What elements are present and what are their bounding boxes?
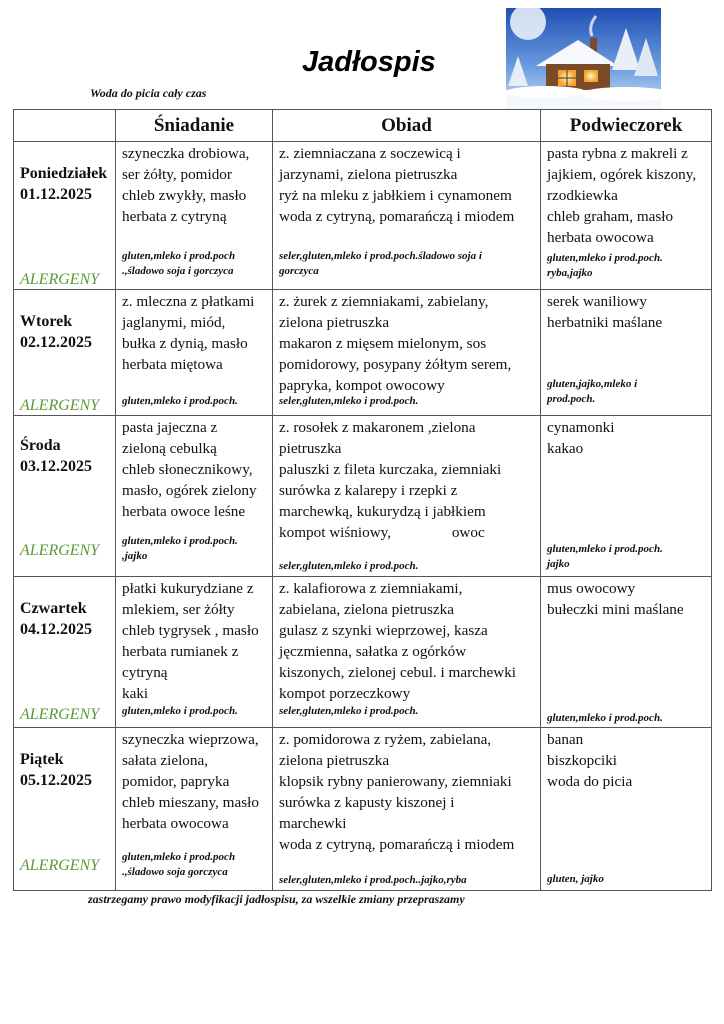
allergen-line: gluten,mleko i prod.poch. [547, 712, 663, 724]
footer-note: zastrzegamy prawo modyfikacji jadłospisu, za wszelkie zmiany przepraszamy [88, 892, 465, 906]
snack-cell [541, 290, 712, 416]
breakfast-cell [116, 290, 273, 416]
winter-cottage-image [506, 8, 661, 109]
dish-line: herbata owocowa [122, 815, 229, 832]
dish-line: herbata z cytryną [122, 208, 227, 225]
dish-line: pasta rybna z makreli z [547, 145, 688, 162]
dish-line: herbata owocowa [547, 229, 654, 246]
dish-line: jaglanymi, miód, [122, 314, 226, 331]
lunch-cell [273, 728, 541, 891]
dish-line: herbatniki maślane [547, 314, 663, 331]
dish-line: papryka, kompot owocowy [279, 377, 445, 394]
breakfast-cell [116, 416, 273, 577]
dish-line: serek waniliowy [547, 293, 647, 310]
dish-line: kaki [122, 685, 149, 702]
page-title: Jadłospis [302, 46, 436, 78]
day-row-thursday [14, 577, 712, 728]
snack-cell [541, 416, 712, 577]
dish-line: mlekiem, ser żółty [122, 601, 235, 618]
dish-line: mus owocowy [547, 580, 636, 597]
dish-line: makaron z mięsem mielonym, sos [279, 335, 487, 352]
day-date: 04.12.2025 [20, 621, 92, 638]
dish-line: cytryną [122, 664, 168, 681]
dish-line: ser żółty, pomidor [122, 166, 232, 183]
lunch-cell [273, 142, 541, 290]
day-cell [14, 416, 116, 577]
dish-line: szyneczka drobiowa, [122, 145, 250, 162]
dish-line: surówka z kalarepy i rzepki z [279, 482, 458, 499]
dish-line: z. kalafiorowa z ziemniakami, [279, 580, 463, 597]
lunch-cell [273, 577, 541, 728]
dish-line: gulasz z szynki wieprzowej, kasza [279, 622, 488, 639]
allergen-line: gluten,mleko i prod.poch [122, 250, 236, 262]
snack-cell [541, 728, 712, 891]
allergen-label: ALERGENY [20, 271, 100, 288]
dish-line: pomidorowy, posypany żółtym serem, [279, 356, 512, 373]
allergen-line: prod.poch. [547, 393, 596, 405]
dish-line: zabielana, zielona pietruszka [279, 601, 454, 618]
allergen-line: gluten,mleko i prod.poch. [547, 252, 663, 264]
header-breakfast: Śniadanie [116, 110, 273, 142]
allergen-label: ALERGENY [20, 397, 100, 414]
dish-line: marchewką, kukurydzą i jabłkiem [279, 503, 486, 520]
allergen-line: gluten,mleko i prod.poch. [547, 543, 663, 555]
dish-line: z. pomidorowa z ryżem, zabielana, [279, 731, 492, 748]
dish-line: biszkopciki [547, 752, 618, 769]
allergen-line: seler,gluten,mleko i prod.poch. [279, 395, 419, 407]
dish-line: pietruszka [279, 440, 342, 457]
dish-line: jarzynami, zielona pietruszka [279, 166, 458, 183]
dish-line: herbata miętowa [122, 356, 223, 373]
allergen-line: jajko [547, 558, 570, 570]
day-date: 02.12.2025 [20, 334, 92, 351]
allergen-line: gluten,mleko i prod.poch. [122, 705, 238, 717]
dish-line: paluszki z fileta kurczaka, ziemniaki [279, 461, 502, 478]
dish-line: woda do picia [547, 773, 633, 790]
dish-line: jęczmienna, sałatka z ogórków [279, 643, 467, 660]
dish-line: sałata zielona, [122, 752, 209, 769]
dish-line: chleb mieszany, masło [122, 794, 259, 811]
header-row [14, 110, 712, 142]
allergen-line: ,jajko [122, 550, 148, 562]
allergen-line: ryba,jajko [547, 267, 593, 279]
header-lunch: Obiad [273, 110, 541, 142]
dish-line: bułeczki mini maślane [547, 601, 684, 618]
dish-line: masło, ogórek zielony [122, 482, 257, 499]
dish-line: płatki kukurydziane z [122, 580, 254, 597]
allergen-label: ALERGENY [20, 542, 100, 559]
allergen-line: seler,gluten,mleko i prod.poch. [279, 560, 419, 572]
allergen-line: .,śladowo soja gorczyca [122, 866, 228, 878]
day-name: Środa [20, 437, 61, 454]
dish-line: woda z cytryną, pomarańczą i miodem [279, 208, 515, 225]
dish-line: marchewki [279, 815, 347, 832]
dish-line: jajkiem, ogórek kiszony, [547, 166, 697, 183]
day-date: 03.12.2025 [20, 458, 92, 475]
snack-cell [541, 577, 712, 728]
day-row-friday [14, 728, 712, 891]
allergen-label: ALERGENY [20, 857, 100, 874]
dish-line: ryż na mleku z jabłkiem i cynamonem [279, 187, 512, 204]
breakfast-cell [116, 577, 273, 728]
allergen-line: gluten,jajko,mleko i [547, 378, 638, 390]
dish-line: chleb tygrysek , masło [122, 622, 259, 639]
day-cell [14, 577, 116, 728]
day-date: 05.12.2025 [20, 772, 92, 789]
dish-line: z. żurek z ziemniakami, zabielany, [279, 293, 489, 310]
menu-table [13, 109, 712, 891]
dish-line: chleb graham, masło [547, 208, 674, 225]
header-empty-cell [14, 110, 116, 142]
dish-line: woda z cytryną, pomarańczą i miodem [279, 836, 515, 853]
dish-line: kiszonych, zielonej cebul. i marchewki [279, 664, 517, 681]
dish-line: kakao [547, 440, 584, 457]
day-date: 01.12.2025 [20, 186, 92, 203]
dish-line: szyneczka wieprzowa, [122, 731, 259, 748]
dish-line: zielona pietruszka [279, 314, 390, 331]
allergen-line: seler,gluten,mleko i prod.poch.śladowo soja i [279, 250, 482, 262]
breakfast-cell [116, 728, 273, 891]
dish-line: zieloną cebulką [122, 440, 217, 457]
day-row-monday [14, 142, 712, 290]
breakfast-cell [116, 142, 273, 290]
allergen-line: gluten,mleko i prod.poch [122, 851, 236, 863]
dish-line: zielona pietruszka [279, 752, 390, 769]
allergen-label: ALERGENY [20, 706, 100, 723]
dish-line: cynamonki [547, 419, 615, 436]
day-row-wednesday [14, 416, 712, 577]
dish-line: bułka z dynią, masło [122, 335, 248, 352]
dish-line: pomidor, papryka [122, 773, 230, 790]
dish-line: rzodkiewka [547, 187, 618, 204]
day-cell [14, 142, 116, 290]
dish-line: z. mleczna z płatkami [122, 293, 255, 310]
dish-line: pasta jajeczna z [122, 419, 218, 436]
snack-cell [541, 142, 712, 290]
allergen-line: gluten,mleko i prod.poch. [122, 535, 238, 547]
allergen-line: gluten, jajko [547, 873, 604, 885]
lunch-cell [273, 416, 541, 577]
dish-line: klopsik rybny panierowany, ziemniaki [279, 773, 512, 790]
water-note: Woda do picia cały czas [90, 86, 207, 100]
dish-line: herbata owoce leśne [122, 503, 246, 520]
day-name: Piątek [20, 751, 64, 768]
day-cell [14, 290, 116, 416]
day-row-tuesday [14, 290, 712, 416]
dish-line: kompot porzeczkowy [279, 685, 411, 702]
allergen-line: gluten,mleko i prod.poch. [122, 395, 238, 407]
dish-line: chleb zwykły, masło [122, 187, 247, 204]
day-cell [14, 728, 116, 891]
day-name: Czwartek [20, 600, 87, 617]
day-name: Poniedziałek [20, 165, 108, 182]
dish-line: herbata rumianek z [122, 643, 239, 660]
day-name: Wtorek [20, 313, 73, 330]
dish-line: z. rosołek z makaronem ,zielona [279, 419, 476, 436]
header-snack: Podwieczorek [541, 110, 712, 142]
allergen-line: gorczyca [279, 265, 319, 277]
dish-line: banan [547, 731, 584, 748]
allergen-line: seler,gluten,mleko i prod.poch. [279, 705, 419, 717]
dish-line: chleb słonecznikowy, [122, 461, 253, 478]
dish-line: surówka z kapusty kiszonej i [279, 794, 455, 811]
dish-line: kompot wiśniowy, owoc [279, 524, 485, 541]
allergen-line: seler,gluten,mleko i prod.poch..jajko,ryba [279, 874, 467, 886]
dish-line: z. ziemniaczana z soczewicą i [279, 145, 461, 162]
lunch-cell [273, 290, 541, 416]
allergen-line: .,śladowo soja i gorczyca [122, 265, 234, 277]
